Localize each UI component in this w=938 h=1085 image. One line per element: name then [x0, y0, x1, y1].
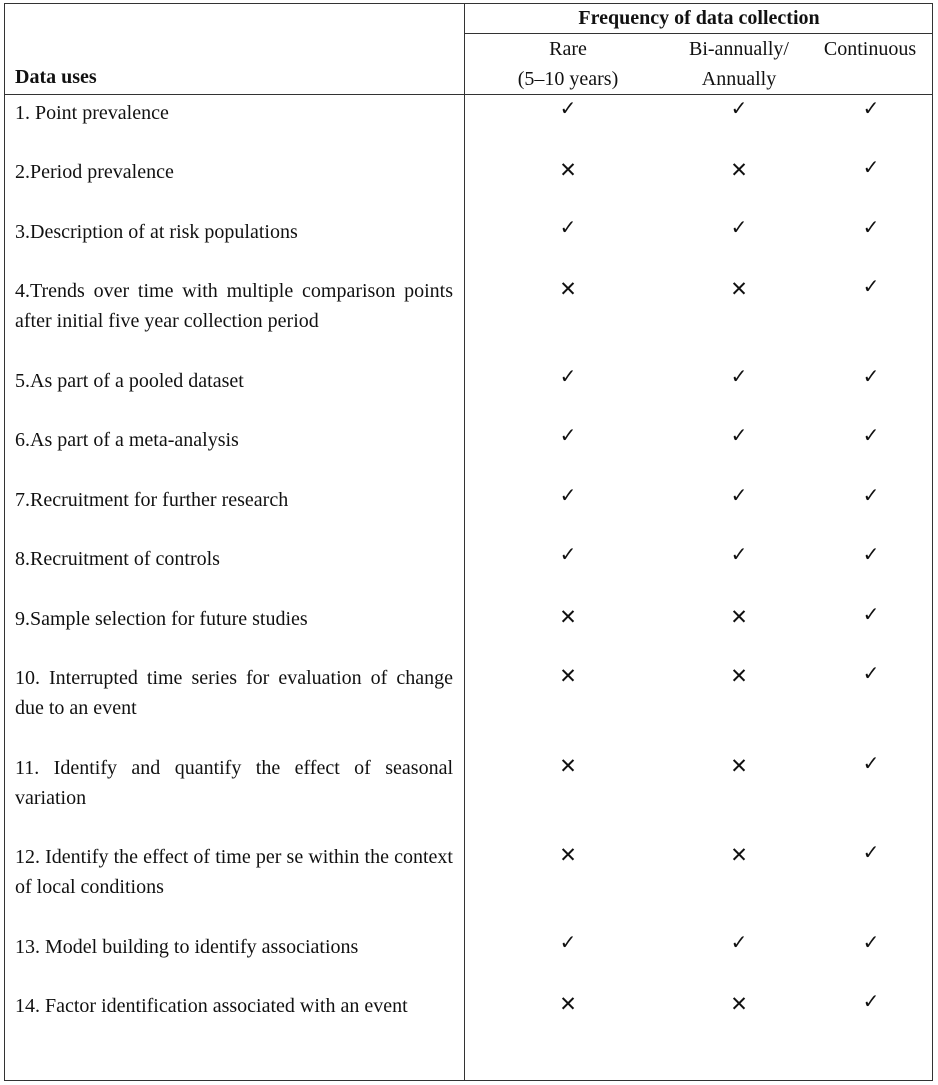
header-rule — [4, 94, 933, 95]
row-label: 11. Identify and quantify the effect of seasonal variation — [15, 757, 453, 809]
check-icon: ✓ — [559, 930, 577, 954]
check-icon: ✓ — [862, 96, 880, 120]
check-icon: ✓ — [862, 542, 880, 566]
cross-icon: ✕ — [730, 843, 748, 867]
check-icon: ✓ — [862, 989, 880, 1013]
check-icon: ✓ — [862, 930, 880, 954]
check-icon: ✓ — [730, 215, 748, 239]
check-icon: ✓ — [730, 423, 748, 447]
cross-icon: ✕ — [730, 664, 748, 688]
row-label: 13. Model building to identify associations — [15, 936, 359, 958]
column-header-line: Rare — [549, 38, 587, 60]
column-header-line: (5–10 years) — [517, 68, 619, 90]
cross-icon: ✕ — [559, 992, 577, 1016]
row-label: 6.As part of a meta-analysis — [15, 429, 239, 451]
row-label: 7.Recruitment for further research — [15, 489, 289, 511]
check-icon: ✓ — [862, 661, 880, 685]
check-icon: ✓ — [862, 155, 880, 179]
check-icon: ✓ — [862, 602, 880, 626]
cross-icon: ✕ — [559, 277, 577, 301]
column-header-rare — [508, 34, 628, 94]
cross-icon: ✕ — [559, 843, 577, 867]
check-icon: ✓ — [862, 751, 880, 775]
check-icon: ✓ — [862, 840, 880, 864]
check-icon: ✓ — [862, 274, 880, 298]
row-label: 1. Point prevalence — [15, 102, 169, 124]
group-header: Frequency of data collection — [578, 7, 820, 29]
check-icon: ✓ — [730, 930, 748, 954]
check-icon: ✓ — [559, 542, 577, 566]
row-label: 14. Factor identification associated with an event — [15, 995, 408, 1017]
row-label: 4.Trends over time with multiple comparison points after initial five year collection period — [15, 280, 453, 332]
row-label: 3.Description of at risk populations — [15, 221, 298, 243]
column-header-line: Continuous — [823, 38, 917, 60]
check-icon: ✓ — [730, 364, 748, 388]
check-icon: ✓ — [730, 542, 748, 566]
check-icon: ✓ — [730, 96, 748, 120]
check-icon: ✓ — [559, 96, 577, 120]
column-header-line: Annually — [701, 68, 777, 90]
row-label: 12. Identify the effect of time per se within the context of local conditions — [15, 846, 453, 898]
check-icon: ✓ — [730, 483, 748, 507]
cross-icon: ✕ — [730, 277, 748, 301]
cross-icon: ✕ — [730, 158, 748, 182]
cross-icon: ✕ — [559, 754, 577, 778]
row-label: 5.As part of a pooled dataset — [15, 370, 244, 392]
column-header-line: Bi-annually/ — [689, 38, 789, 60]
cross-icon: ✕ — [730, 605, 748, 629]
check-icon: ✓ — [862, 215, 880, 239]
check-icon: ✓ — [559, 364, 577, 388]
row-label: 9.Sample selection for future studies — [15, 608, 308, 630]
check-icon: ✓ — [862, 483, 880, 507]
column-header-continuous — [810, 34, 930, 64]
check-icon: ✓ — [559, 483, 577, 507]
row-label: 8.Recruitment of controls — [15, 548, 220, 570]
cross-icon: ✕ — [559, 664, 577, 688]
row-label: 10. Interrupted time series for evaluation of change due to an event — [15, 667, 453, 719]
column-divider — [464, 3, 465, 1081]
cross-icon: ✕ — [559, 605, 577, 629]
check-icon: ✓ — [559, 423, 577, 447]
check-icon: ✓ — [559, 215, 577, 239]
row-label: 2.Period prevalence — [15, 161, 174, 183]
check-icon: ✓ — [862, 364, 880, 388]
cross-icon: ✕ — [730, 754, 748, 778]
row-header: Data uses — [15, 66, 97, 88]
cross-icon: ✕ — [730, 992, 748, 1016]
cross-icon: ✕ — [559, 158, 577, 182]
check-icon: ✓ — [862, 423, 880, 447]
column-header-annual — [674, 34, 804, 94]
